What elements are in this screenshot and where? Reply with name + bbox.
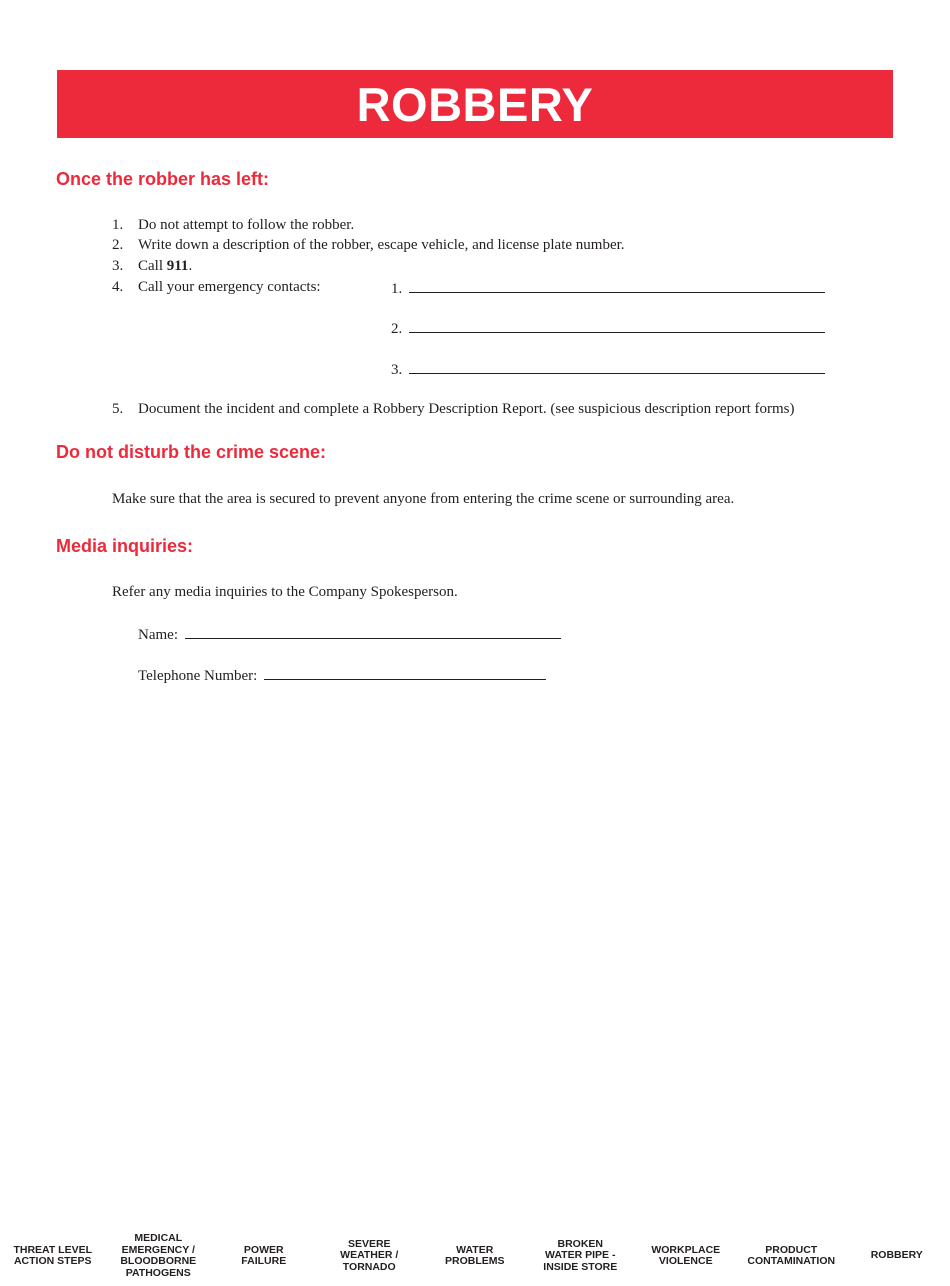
step-text-after: . [188, 258, 193, 274]
page-title: ROBBERY [356, 77, 594, 131]
spokesperson-phone-input[interactable] [264, 665, 546, 680]
spokesperson-phone-row [138, 665, 546, 685]
tab-power-failure[interactable]: POWER FAILURE [241, 1243, 287, 1267]
step-4 [112, 278, 321, 296]
tab-robbery[interactable]: ROBBERY [870, 1249, 923, 1262]
section-heading-after-robbery: Once the robber has left: [56, 169, 270, 189]
section-heading-crime-scene: Do not disturb the crime scene: [56, 442, 327, 462]
contact-input-3[interactable] [409, 359, 825, 374]
emergency-number: 911 [166, 258, 189, 274]
step-text: Do not attempt to follow the robber. [138, 217, 355, 233]
contact-number: 3. [391, 362, 403, 378]
step-3 [112, 257, 193, 275]
section-heading-media: Media inquiries: [56, 536, 194, 556]
tab-product-contamination[interactable]: PRODUCT CONTAMINATION [747, 1243, 836, 1267]
step-number: 5. [112, 401, 124, 417]
footer-tab-nav [0, 1230, 950, 1282]
step-text [138, 257, 192, 275]
tab-broken-water-pipe[interactable]: BROKEN WATER PIPE - INSIDE STORE [543, 1237, 618, 1273]
contact-input-1[interactable] [409, 278, 825, 293]
contact-number: 1. [391, 281, 403, 297]
contact-line-3 [391, 359, 825, 379]
step-5 [112, 400, 795, 418]
name-label: Name: [138, 627, 178, 643]
step-text-before: Call [138, 258, 167, 274]
step-2 [112, 236, 625, 254]
media-text: Refer any media inquiries to the Company Spokesperson. [112, 584, 458, 600]
step-number: 1. [112, 217, 124, 233]
crime-scene-text: Make sure that the area is secured to prevent anyone from entering the crime scene or surrounding area. [112, 491, 735, 507]
step-text: Call your emergency contacts: [138, 279, 321, 295]
phone-label: Telephone Number: [138, 668, 258, 684]
tab-threat-level-action-steps[interactable]: THREAT LEVEL ACTION STEPS [13, 1243, 93, 1267]
tab-workplace-violence[interactable]: WORKPLACE VIOLENCE [651, 1243, 721, 1267]
tab-medical-emergency[interactable]: MEDICAL EMERGENCY / BLOODBORNE PATHOGENS [120, 1232, 197, 1279]
step-text: Write down a description of the robber, escape vehicle, and license plate number. [138, 237, 625, 253]
tab-water-problems[interactable]: WATER PROBLEMS [444, 1243, 505, 1267]
step-number: 3. [112, 258, 124, 274]
spokesperson-name-input[interactable] [185, 624, 561, 639]
step-number: 4. [112, 279, 124, 295]
contact-line-1 [391, 278, 825, 298]
contact-input-2[interactable] [409, 318, 825, 333]
contact-number: 2. [391, 321, 403, 337]
tab-severe-weather[interactable]: SEVERE WEATHER / TORNADO [340, 1237, 399, 1273]
step-number: 2. [112, 237, 124, 253]
spokesperson-name-row [138, 624, 561, 644]
contact-line-2 [391, 318, 825, 338]
page-title-banner [57, 70, 893, 138]
step-1 [112, 216, 355, 234]
step-text: Document the incident and complete a Robbery Description Report. (see suspicious description report forms) [138, 401, 795, 417]
